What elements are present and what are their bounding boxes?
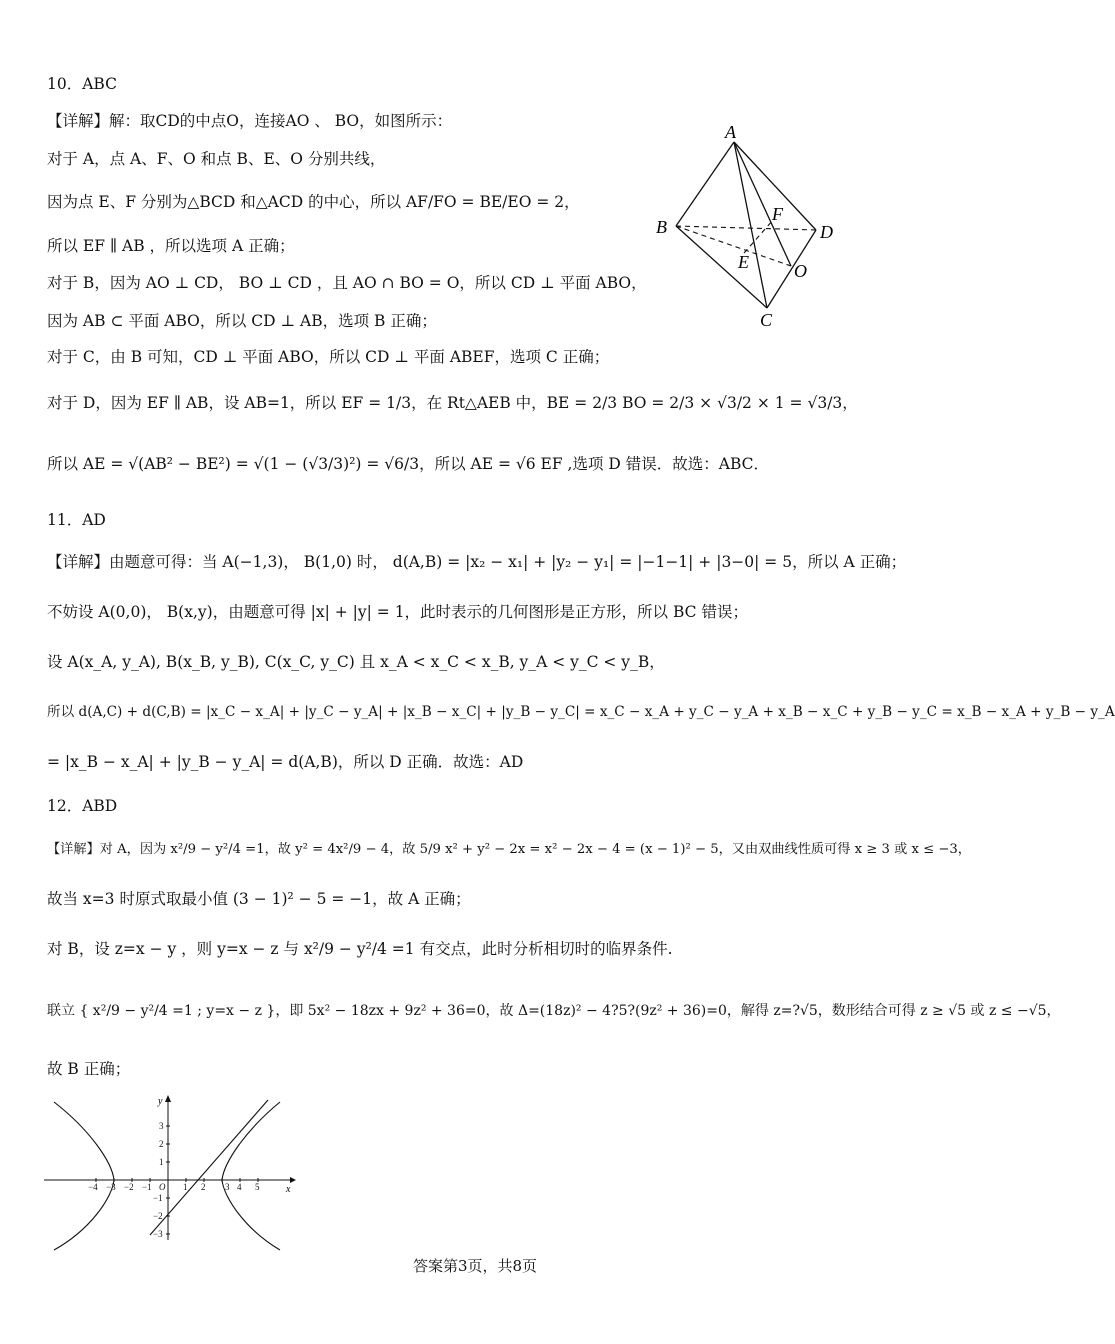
y-axis-label: y (158, 1096, 163, 1107)
q12-line-5: 故 B 正确； (47, 1060, 131, 1078)
x-tick: 1 (183, 1182, 188, 1192)
y-tick: −2 (153, 1211, 163, 1221)
edge-bo (676, 226, 791, 266)
tetrahedron-figure (648, 120, 848, 330)
y-tick: −3 (153, 1229, 163, 1239)
x-tick: 2 (201, 1182, 206, 1192)
edge-ab (676, 142, 734, 226)
x-tick: 5 (255, 1182, 260, 1192)
q10-line-1: 【详解】解：取CD的中点O，连接AO 、 BO，如图所示： (47, 112, 453, 130)
q12-line-1: 【详解】对 A，因为 x²/9 − y²/4 =1，故 y² = 4x²/9 − 4，故 5/9 x² + y² − 2x = x² − 2x − 4 = (x − 1)² − 5，又由双曲线性质可得 x ≥ 3 或 x ≤ −3， (47, 842, 971, 857)
label-o: O (794, 261, 807, 281)
q10-line-3: 因为点 E、F 分别为△BCD 和△ACD 的中心，所以 AF/FO = BE/EO = 2， (47, 193, 580, 211)
q10-line-4: 所以 EF ∥ AB ，所以选项 A 正确； (47, 237, 295, 255)
hyperbola-left-branch (54, 1102, 114, 1250)
label-a: A (725, 122, 736, 142)
y-tick: −1 (153, 1193, 163, 1203)
x-tick: −4 (88, 1182, 98, 1192)
q10-line-2: 对于 A，点 A、F、O 和点 B、E、O 分别共线， (47, 150, 386, 168)
y-axis-arrow (165, 1095, 171, 1102)
q10-answer: 10．ABC (47, 75, 117, 93)
edge-bd (676, 226, 816, 230)
x-tick: −1 (142, 1182, 152, 1192)
label-b: B (656, 217, 667, 237)
q12-line-4: 联立 { x²/9 − y²/4 =1 ; y=x − z }，即 5x² − 18zx + 9z² + 36=0，故 Δ=(18z)² − 4?5?(9z² + 36)=0，解得 z=?√5，数形结合可得 z ≥ √5 或 z ≤ −√5， (47, 1003, 1061, 1019)
q11-line-4: 所以 d(A,C) + d(C,B) = |x_C − x_A| + |y_C − y_A| + |x_B − x_C| + |y_B − y_C| = x_C − x_A + y_C − y_A + x_B − x_C + y_B − y_C = x_B − x_A + y_B − y_A (47, 704, 1115, 720)
q11-line-1: 【详解】由题意可得：当 A(−1,3)， B(1,0) 时， d(A,B) = |x₂ − x₁| + |y₂ − y₁| = |−1−1| + |3−0| = 5，所以 A 正确； (47, 553, 907, 571)
hyperbola-graph (40, 1090, 305, 1250)
label-e: E (738, 252, 749, 272)
label-d: D (820, 222, 833, 242)
q11-line-5: = |x_B − x_A| + |y_B − y_A| = d(A,B)，所以 D 正确．故选：AD (47, 753, 524, 771)
q11-line-3: 设 A(x_A, y_A), B(x_B, y_B), C(x_C, y_C) 且 x_A < x_C < x_B, y_A < y_C < y_B， (47, 653, 665, 671)
edge-ef (744, 220, 773, 253)
x-axis-label: x (286, 1184, 291, 1195)
q12-line-3: 对 B，设 z=x − y ，则 y=x − z 与 x²/9 − y²/4 =1 有交点，此时分析相切时的临界条件. (47, 940, 673, 958)
edge-dc (767, 230, 816, 308)
x-tick: O (159, 1182, 166, 1192)
page-footer: 答案第3页，共8页 (412, 1257, 538, 1275)
q12-answer: 12．ABD (47, 797, 118, 815)
q12-line-2: 故当 x=3 时原式取最小值 (3 − 1)² − 5 = −1，故 A 正确； (47, 890, 471, 908)
q10-line-8: 对于 D，因为 EF ∥ AB，设 AB=1，所以 EF = 1/3，在 Rt△AEB 中，BE = 2/3 BO = 2/3 × √3/2 × 1 = √3/3， (47, 394, 858, 412)
hyperbola-right-branch (222, 1102, 280, 1250)
q10-line-5: 对于 B，因为 AO ⊥ CD， BO ⊥ CD ，且 AO ∩ BO = O，所以 CD ⊥ 平面 ABO， (47, 274, 647, 292)
label-f: F (772, 204, 783, 224)
q11-line-2: 不妨设 A(0,0)， B(x,y)，由题意可得 |x| + |y| = 1，此时表示的几何图形是正方形，所以 BC 错误； (47, 603, 748, 621)
q10-line-9: 所以 AE = √(AB² − BE²) = √(1 − (√3/3)²) = √6/3，所以 AE = √6 EF ,选项 D 错误．故选：ABC． (47, 455, 769, 473)
q10-line-6: 因为 AB ⊂ 平面 ABO，所以 CD ⊥ AB，选项 B 正确； (47, 312, 437, 330)
x-axis-arrow (290, 1177, 296, 1183)
y-tick: 1 (159, 1157, 164, 1167)
label-c: C (760, 310, 773, 330)
x-tick: 4 (237, 1182, 242, 1192)
y-tick: 2 (159, 1139, 164, 1149)
x-tick: −3 (106, 1182, 116, 1192)
y-tick: 3 (159, 1121, 164, 1131)
q11-answer: 11．AD (47, 511, 106, 529)
q10-line-7: 对于 C，由 B 可知，CD ⊥ 平面 ABO，所以 CD ⊥ 平面 ABEF，选项 C 正确； (47, 348, 610, 366)
x-tick: −2 (124, 1182, 134, 1192)
x-tick: 3 (225, 1182, 230, 1192)
